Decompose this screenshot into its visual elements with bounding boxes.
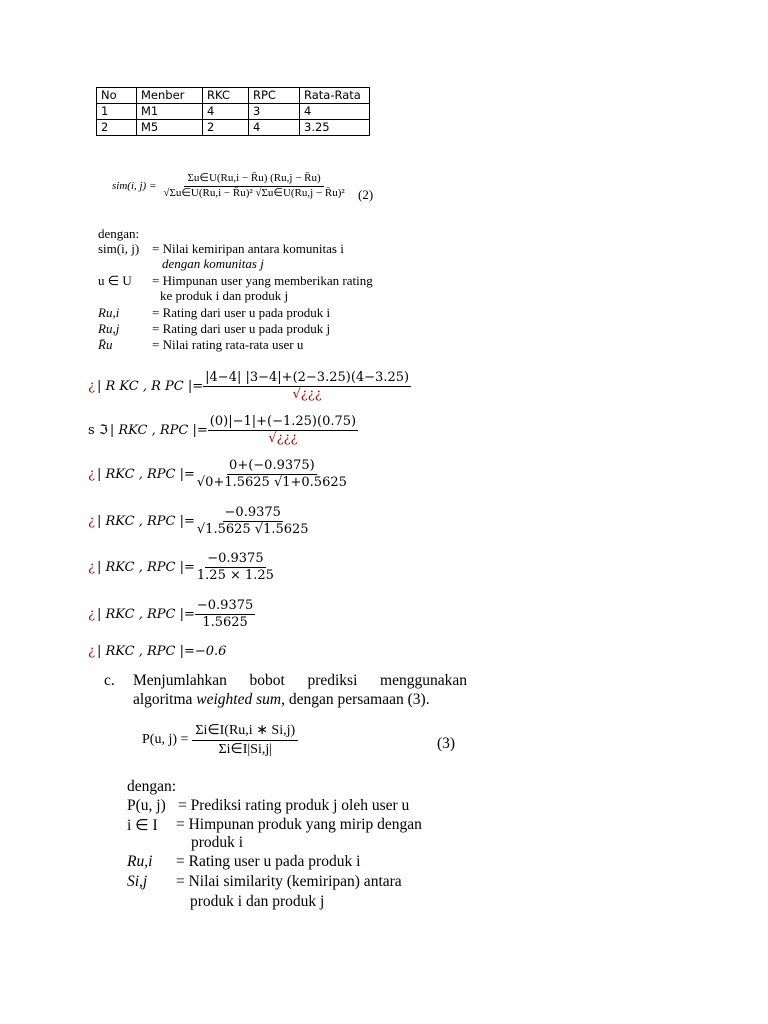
definition-symbol: Ru,j [98,321,120,336]
calc-fraction [208,414,358,448]
calc-mark: ¿ [88,467,95,483]
calc-line [88,551,276,585]
formula-lhs: sim(i, j) = [112,180,157,193]
calc-numerator: 0+(−0.9375) [227,458,317,475]
calc-lhs: | RKC , RPC |= [96,560,195,576]
formula-denominator: Σi∈I|Si,j| [218,741,273,757]
table-cell: 4 [203,104,249,120]
definition-symbol: u ∈ U [98,273,132,288]
calc-fraction [195,458,349,492]
table-header-cell: Rata-Rata [300,88,370,104]
equation-number: (2) [358,187,374,202]
table-header-cell: RKC [203,88,249,104]
formula-fraction [160,172,347,201]
calc-line [88,370,411,404]
weighted-sum-formula [142,722,298,758]
table-row [97,120,370,136]
definitions-list [127,797,457,917]
calc-denominator: √0+1.5625 √1+0.5625 [196,475,347,491]
definition-text: = Himpunan produk yang mirip dengan [176,816,422,833]
calc-lhs: | RKC , RPC |= [96,467,195,483]
definition-text: = Rating user u pada produk i [176,853,361,870]
definition-text: = Himpunan user yang memberikan rating [152,273,373,288]
formula-lhs: P(u, j) = [142,732,189,747]
calc-mark: s ℑ [88,423,108,439]
definition-text: = Rating dari user u pada produk j [152,321,331,336]
calc-numerator: −0.9375 [205,551,265,568]
calc-lhs: | RKC , RPC |= [96,514,195,530]
calc-lhs: | RKC , RPC |= [109,423,208,439]
definition-text: = Nilai kemiripan antara komunitas i [152,241,344,256]
calc-fraction [195,551,276,585]
table-row [97,104,370,120]
definition-symbol: R̄u [98,337,113,352]
definition-symbol: P(u, j) [127,797,166,814]
section-text: algoritma [133,691,197,708]
calc-fraction [195,505,311,539]
calc-numerator: −0.9375 [223,505,283,522]
calc-denominator: √¿¿¿ [268,431,298,447]
calc-denominator: √¿¿¿ [292,387,322,403]
definition-text: ke produk i dan produk j [160,288,289,303]
section-text-line: Menjumlahkan bobot prediksi menggunakan [133,672,467,689]
table-header-cell: RPC [249,88,300,104]
calc-mark: ¿ [88,514,95,530]
definition-text: = Prediksi rating produk j oleh user u [178,797,410,814]
definition-text: = Rating dari user u pada produk i [152,305,331,320]
definitions-list [98,241,428,356]
calc-lhs: | R KC , R PC |= [96,379,204,395]
formula-numerator: Σi∈I(Ru,i ∗ Si,j) [192,722,298,741]
calc-line [88,598,255,632]
calc-numerator: (0)|−1|+(−1.25)(0.75) [208,414,358,431]
definition-symbol: sim(i, j) [98,241,140,256]
calc-numerator: −0.9375 [195,598,255,615]
definition-text: = Nilai similarity (kemiripan) antara [176,873,402,890]
section-text-italic: weighted sum [196,691,282,708]
table-header-cell: No [97,88,137,104]
table-cell: 4 [300,104,370,120]
definition-text: produk i dan produk j [190,893,325,910]
formula-denominator: √Σu∈U(Ru,i − R̄u)² √Σu∈U(Ru,j − R̄u)² [163,186,345,199]
calc-denominator: √1.5625 √1.5625 [196,522,309,538]
table-cell: 1 [97,104,137,120]
calc-line [88,505,311,539]
calc-lhs: | RKC , RPC |= [96,607,195,623]
calc-fraction [195,598,255,632]
similarity-formula [112,172,348,201]
calc-line [88,414,358,448]
equation-number: (3) [437,735,456,752]
table-header-cell: Menber [137,88,203,104]
section-text-line [133,691,430,709]
table-cell: 2 [97,120,137,136]
calc-mark: ¿ [88,379,95,395]
calc-fraction [203,370,411,404]
table-cell: M1 [137,104,203,120]
calc-mark: ¿ [88,560,95,576]
section-label: c. [104,672,115,689]
table-cell: 2 [203,120,249,136]
calc-denominator: 1.25 × 1.25 [196,568,274,584]
table-cell: 3.25 [300,120,370,136]
definitions-heading: dengan: [98,226,140,241]
calc-line [88,644,226,659]
calc-result: | RKC , RPC |=−0.6 [96,644,227,659]
formula-numerator: Σu∈U(Ru,i − R̄u) (Ru,j − R̄u) [184,172,323,187]
definition-symbol: Ru,i [127,853,153,870]
formula-fraction [192,722,298,758]
rating-table [96,87,370,136]
table-cell: 4 [249,120,300,136]
calc-numerator: |4−4| |3−4|+(2−3.25)(4−3.25) [203,370,411,387]
definitions-heading: dengan: [127,778,177,795]
table-cell: 3 [249,104,300,120]
table-header-row [97,88,370,104]
definition-text: = Nilai rating rata-rata user u [152,337,304,352]
section-text: , dengan persamaan (3). [281,691,430,708]
table-cell: M5 [137,120,203,136]
definition-symbol: Ru,i [98,305,120,320]
calc-line [88,458,349,492]
calc-mark: ¿ [88,644,95,659]
calc-denominator: 1.5625 [202,615,248,631]
calc-mark: ¿ [88,607,95,623]
definition-symbol: Si,j [127,873,148,890]
definition-text: produk i [191,834,244,851]
definition-text: dengan komunitas j [162,256,264,271]
definition-symbol: i ∈ I [127,817,158,834]
